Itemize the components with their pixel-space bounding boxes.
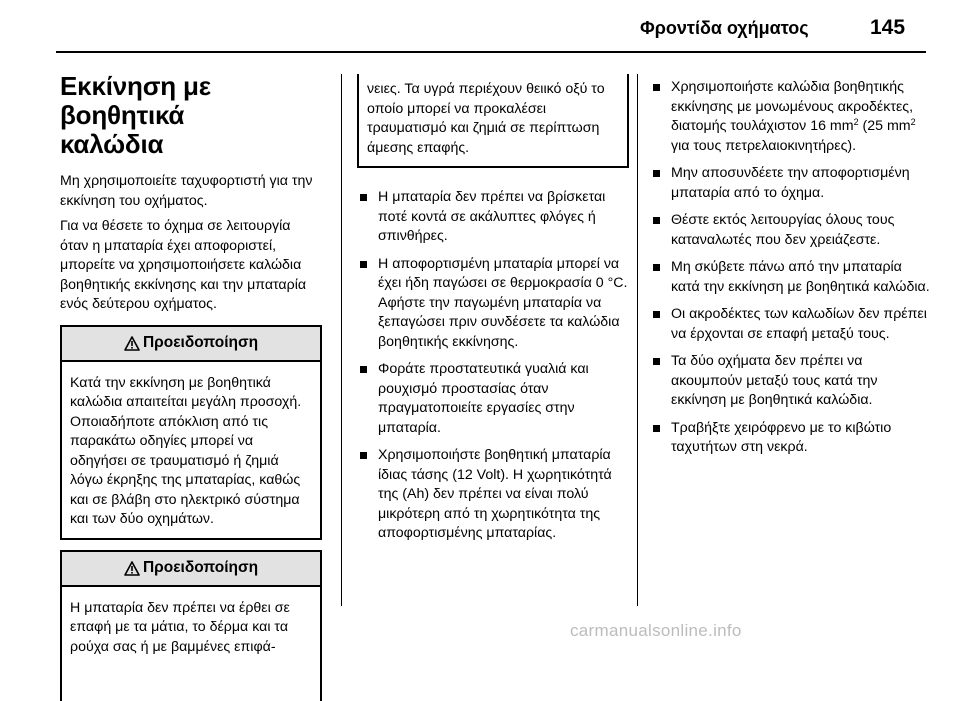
warning-text: Κατά την εκκίνηση με βοηθητικά καλώδια απαιτείται μεγάλη προσοχή. Οποιαδήποτε απόκλιση από τις παρακάτω οδηγίες μπορεί να οδηγήσει σε τραυματισμό ή ζημιά λόγω έκρηξης της μπαταρίας, καθώς και σε βλάβη στο ηλεκτρικό σύστημα και των δύο οχημάτων. <box>70 374 302 527</box>
list-item <box>650 419 930 458</box>
running-title: Φροντίδα οχήματος <box>640 18 809 38</box>
list-item <box>650 211 930 250</box>
bullet-marker <box>360 261 367 268</box>
list-item <box>357 360 629 438</box>
bullet-marker <box>653 170 660 177</box>
list-item-text: Θέστε εκτός λειτουργίας όλους τους καταναλωτές που δεν χρειάζεστε. <box>671 212 895 248</box>
bullet-marker <box>360 452 367 459</box>
warning-triangle-icon <box>124 561 140 576</box>
list-item-text: Τραβήξτε χειρόφρενο με το κιβώτιο ταχυτήτων στη νεκρά. <box>671 419 892 455</box>
list-item <box>650 258 930 297</box>
bullet-marker <box>653 311 660 318</box>
warning-heading: Προειδοποίηση <box>142 334 259 351</box>
column-divider <box>341 74 342 606</box>
page-number: 145 <box>870 16 906 39</box>
list-item-text: Τα δύο οχήματα δεν πρέπει να ακουμπούν μεταξύ τους κατά την εκκίνηση με βοηθητικά καλώδια. <box>671 353 878 408</box>
column-left <box>60 72 322 701</box>
bullet-list <box>357 188 629 544</box>
header-rule <box>56 51 926 53</box>
warning-triangle-icon <box>124 336 140 351</box>
list-item-text: Μην αποσυνδέετε την αποφορτισμένη μπαταρία από το όχημα. <box>671 165 910 201</box>
bullet-marker <box>653 264 660 271</box>
warning-header <box>62 552 320 587</box>
list-item-text: Οι ακροδέκτες των καλωδίων δεν πρέπει να έρχονται σε επαφή μεταξύ τους. <box>671 306 927 342</box>
warning-heading: Προειδοποίηση <box>142 559 259 576</box>
watermark-text: carmanualsonline.info <box>570 621 742 640</box>
bullet-marker <box>360 194 367 201</box>
warning-header <box>62 327 320 362</box>
warning-box <box>60 550 322 701</box>
list-item <box>650 164 930 203</box>
section-title <box>60 72 322 159</box>
list-item-text: Η μπαταρία δεν πρέπει να βρίσκεται ποτέ κοντά σε ακάλυπτες φλόγες ή σπινθήρες. <box>378 189 606 244</box>
section-title-line1: Εκκίνηση με βοηθητικά <box>60 71 211 130</box>
column-right <box>650 78 930 466</box>
intro-paragraph: Μη χρησιμοποιείτε ταχυφορτιστή για την εκκίνηση του οχήματος. <box>60 173 313 209</box>
warning-text: Η μπαταρία δεν πρέπει να έρθει σε επαφή με τα μάτια, το δέρμα και τα ρούχα σας ή με βαμμένες επιφά- <box>70 599 290 655</box>
bullet-marker <box>653 358 660 365</box>
bullet-marker <box>653 425 660 432</box>
list-item <box>357 446 629 544</box>
list-item-text: Η αποφορτισμένη μπαταρία μπορεί να έχει ήδη παγώσει σε θερμοκρασία 0 °C. Αφήστε την παγωμένη μπαταρία να ξεπαγώσει πριν συνδέσετε τα καλώδια βοηθητικής εκκίνησης. <box>378 255 628 350</box>
list-item <box>650 352 930 411</box>
list-item <box>357 188 629 247</box>
intro-paragraph: Για να θέσετε το όχημα σε λειτουργία όταν η μπαταρία έχει αποφοριστεί, μπορείτε να χρησιμοποιήσετε καλώδια βοηθητικής εκκίνησης και την μπαταρία ενός δεύτερου οχήματος. <box>60 218 307 312</box>
section-title-line2: καλώδια <box>60 129 164 159</box>
warning-box <box>60 325 322 540</box>
bullet-marker <box>653 84 660 91</box>
list-item-text: Χρησιμοποιήστε βοηθητική μπαταρία ίδιας τάσης (12 Volt). Η χωρητικότητά της (Ah) δεν πρέπει να είναι πολύ μικρότερη από τη χωρητικότητα της αποφορτισμένης μπαταρίας. <box>378 447 612 541</box>
bullet-list <box>650 78 930 458</box>
list-item <box>650 305 930 344</box>
column-divider <box>637 74 638 606</box>
warning-box-continued <box>357 74 629 168</box>
list-item-text: Φοράτε προστατευτικά γυαλιά και ρουχισμό προστασίας όταν πραγματοποιείτε εργασίες στην μπαταρία. <box>378 361 589 436</box>
list-item <box>650 78 930 156</box>
bullet-marker <box>360 366 367 373</box>
list-item <box>357 255 629 353</box>
list-item-text: Μη σκύβετε πάνω από την μπαταρία κατά την εκκίνηση με βοηθητικά καλώδια. <box>671 259 930 295</box>
warning-text: νειες. Τα υγρά περιέχουν θειικό οξύ το οποίο μπορεί να προκαλέσει τραυματισμό και ζημιά σε περίπτωση άμεσης επαφής. <box>367 81 605 156</box>
column-middle <box>357 74 629 552</box>
bullet-marker <box>653 217 660 224</box>
list-item-text: Χρησιμοποιήστε καλώδια βοηθητικής εκκίνησης με μονωμένους ακροδέκτες, διατομής τουλάχιστον 16 $mm^2$ (25 $mm^2$ για τους πετρελαιοκινητήρες). <box>671 79 916 154</box>
